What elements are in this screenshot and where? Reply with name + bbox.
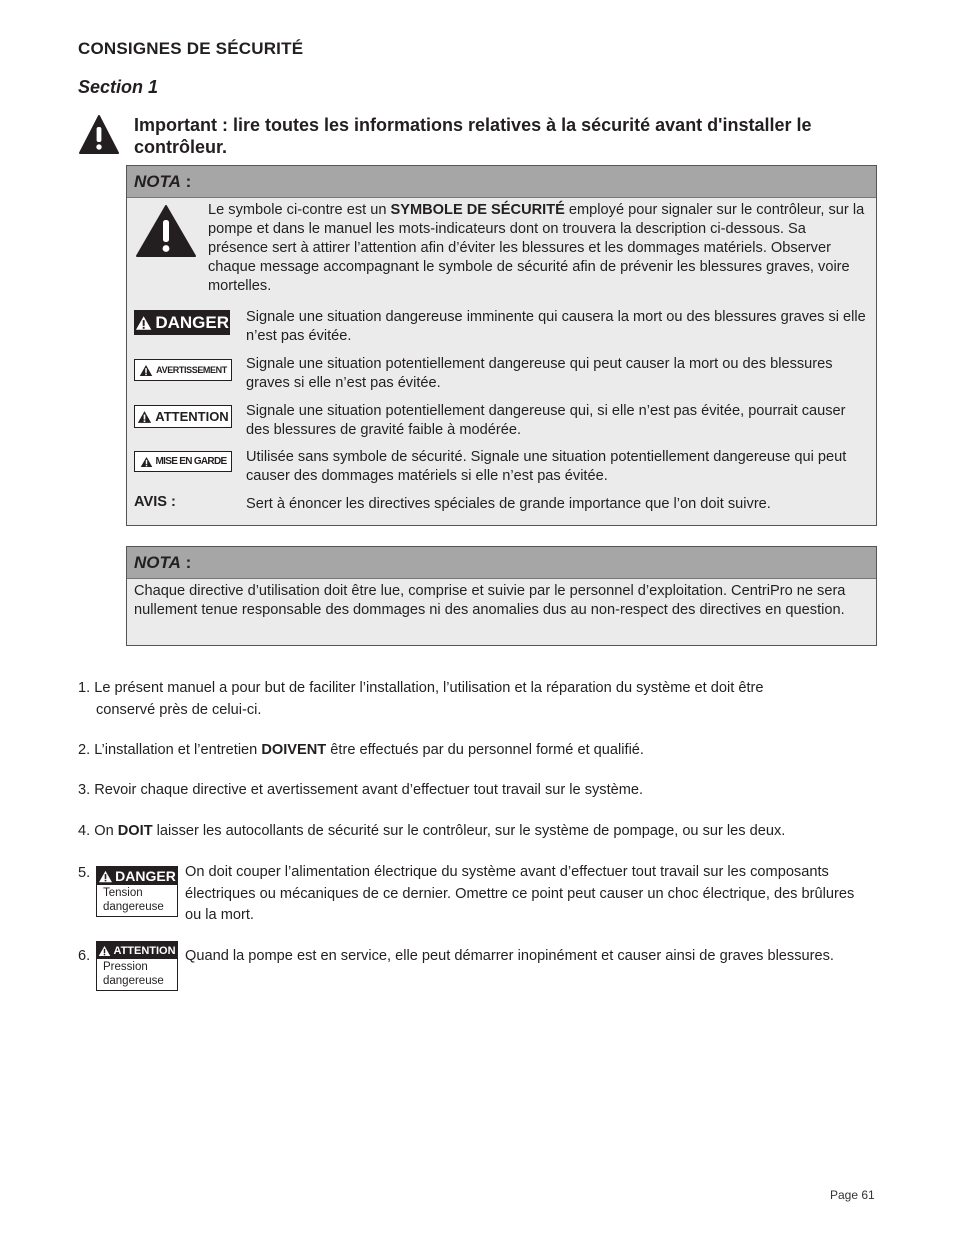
list-item bbox=[78, 740, 858, 762]
decal-header-text: ATTENTION bbox=[113, 944, 176, 957]
warning-triangle-icon bbox=[98, 945, 111, 957]
decal-line-1: Tension bbox=[103, 887, 143, 899]
symbol-text-start: Le symbole ci-contre est un bbox=[208, 202, 391, 218]
safety-symbol-description bbox=[208, 201, 868, 296]
decal-header bbox=[97, 942, 177, 959]
list-item bbox=[78, 678, 858, 721]
item-text-end: laisser les autocollants de sécurité sur le contrôleur, sur le système de pompage, ou sur les deux. bbox=[152, 823, 786, 839]
symbol-text-end: employé pour signaler sur le contrôleur, sur la pompe et dans le manuel les mots-indicateurs dont on trouvera la description ci-dessous. Sa présence sert à attirer l’attention afin d’éviter les blessures et les dommages matériels. Observer chaque message accompagnant le symbole de sécurité afin de prévenir les blessures graves, voire mortelles. bbox=[208, 202, 865, 294]
warning-triangle-icon bbox=[135, 315, 152, 331]
mise-en-garde-label bbox=[134, 451, 232, 472]
page-heading: CONSIGNES DE SÉCURITÉ bbox=[78, 39, 304, 58]
avertissement-label bbox=[134, 359, 232, 381]
nota-heading: NOTA bbox=[134, 172, 181, 191]
item-text: Quand la pompe est en service, elle peut démarrer inopinément et causer ainsi de graves blessures. bbox=[185, 948, 834, 964]
item-number: 2. bbox=[78, 742, 91, 758]
nota-instructions-text: Chaque directive d’utilisation doit être lue, comprise et suivie par le personnel d’exploitation. CentriPro ne sera nullement tenue responsable des dommages ni des anomalies dus au non-respect des directives en question. bbox=[134, 583, 846, 618]
attention-label bbox=[134, 405, 232, 428]
danger-decal bbox=[96, 866, 178, 917]
mise-en-garde-label-text: MISE EN GARDE bbox=[155, 456, 227, 467]
nota-colon: : bbox=[180, 172, 192, 191]
warning-triangle-icon bbox=[78, 114, 120, 156]
decal-line-2: dangereuse bbox=[103, 900, 164, 913]
decal-body bbox=[97, 885, 177, 916]
section-title: Section 1 bbox=[78, 77, 159, 97]
danger-label bbox=[134, 310, 230, 335]
danger-description: Signale une situation dangereuse imminente qui causera la mort ou des blessures graves si elle n’est pas évitée. bbox=[246, 309, 866, 344]
decal-header bbox=[97, 867, 177, 885]
item-text: Revoir chaque directive et avertissement avant d’effectuer tout travail sur le système. bbox=[90, 782, 644, 798]
item-number: 1. bbox=[78, 680, 91, 696]
item-number: 5. bbox=[78, 865, 91, 881]
item-number: 4. bbox=[78, 823, 91, 839]
page-number: Page 61 bbox=[830, 1188, 875, 1202]
decal-header-text: DANGER bbox=[115, 868, 176, 884]
item-text: On doit couper l’alimentation électrique du système avant d’effectuer tout travail sur les composants électriques ou mécaniques de ce dernier. Omettre ce point peut causer un choc électrique, des brûlures ou la mort. bbox=[185, 864, 855, 923]
item-number: 3. bbox=[78, 782, 91, 798]
warning-triangle-icon bbox=[137, 410, 152, 424]
important-notice: Important : lire toutes les informations relatives à la sécurité avant d'installer le contrôleur. bbox=[134, 115, 812, 157]
item-number: 6. bbox=[78, 948, 91, 964]
item-text: Le présent manuel a pour but de faciliter l’installation, l’utilisation et la réparation du système et doit être bbox=[90, 680, 764, 696]
attention-description: Signale une situation potentiellement dangereuse qui, si elle n’est pas évitée, pourrait causer des blessures de gravité faible à modérée. bbox=[246, 403, 846, 438]
attention-label-text: ATTENTION bbox=[155, 409, 229, 424]
safety-symbol-icon bbox=[135, 204, 197, 258]
decal-line-1: Pression bbox=[103, 961, 148, 973]
attention-decal bbox=[96, 941, 178, 991]
item-text-continued: conservé près de celui-ci. bbox=[96, 701, 262, 718]
decal-body bbox=[97, 959, 177, 990]
warning-triangle-icon bbox=[139, 364, 153, 377]
list-item bbox=[78, 780, 858, 802]
decal-line-2: dangereuse bbox=[103, 974, 164, 987]
avertissement-label-text: AVERTISSEMENT bbox=[156, 365, 227, 375]
item-text-start: On bbox=[90, 823, 118, 839]
nota-heading: NOTA bbox=[134, 553, 181, 572]
nota-header bbox=[127, 166, 876, 198]
item-text-bold: DOIT bbox=[117, 823, 153, 839]
avertissement-description: Signale une situation potentiellement dangereuse qui peut causer la mort ou des blessures graves si elle n’est pas évitée. bbox=[246, 356, 833, 391]
nota-header bbox=[127, 547, 876, 579]
symbol-text-bold: SYMBOLE DE SÉCURITÉ bbox=[390, 202, 565, 218]
warning-triangle-icon bbox=[140, 456, 153, 468]
mise-en-garde-description: Utilisée sans symbole de sécurité. Signale une situation potentiellement dangereuse qui peut causer des dommages matériels si elle n’est pas évitée. bbox=[246, 449, 847, 484]
item-text-bold: DOIVENT bbox=[261, 742, 327, 758]
avis-label: AVIS : bbox=[134, 494, 176, 510]
warning-triangle-icon bbox=[98, 870, 113, 883]
avis-description: Sert à énoncer les directives spéciales de grande importance que l’on doit suivre. bbox=[246, 496, 771, 512]
list-item bbox=[78, 821, 858, 843]
item-text-end: être effectués par du personnel formé et qualifié. bbox=[326, 742, 644, 758]
danger-label-text: DANGER bbox=[155, 312, 229, 332]
item-text-start: L’installation et l’entretien bbox=[90, 742, 262, 758]
nota-colon: : bbox=[180, 553, 192, 572]
